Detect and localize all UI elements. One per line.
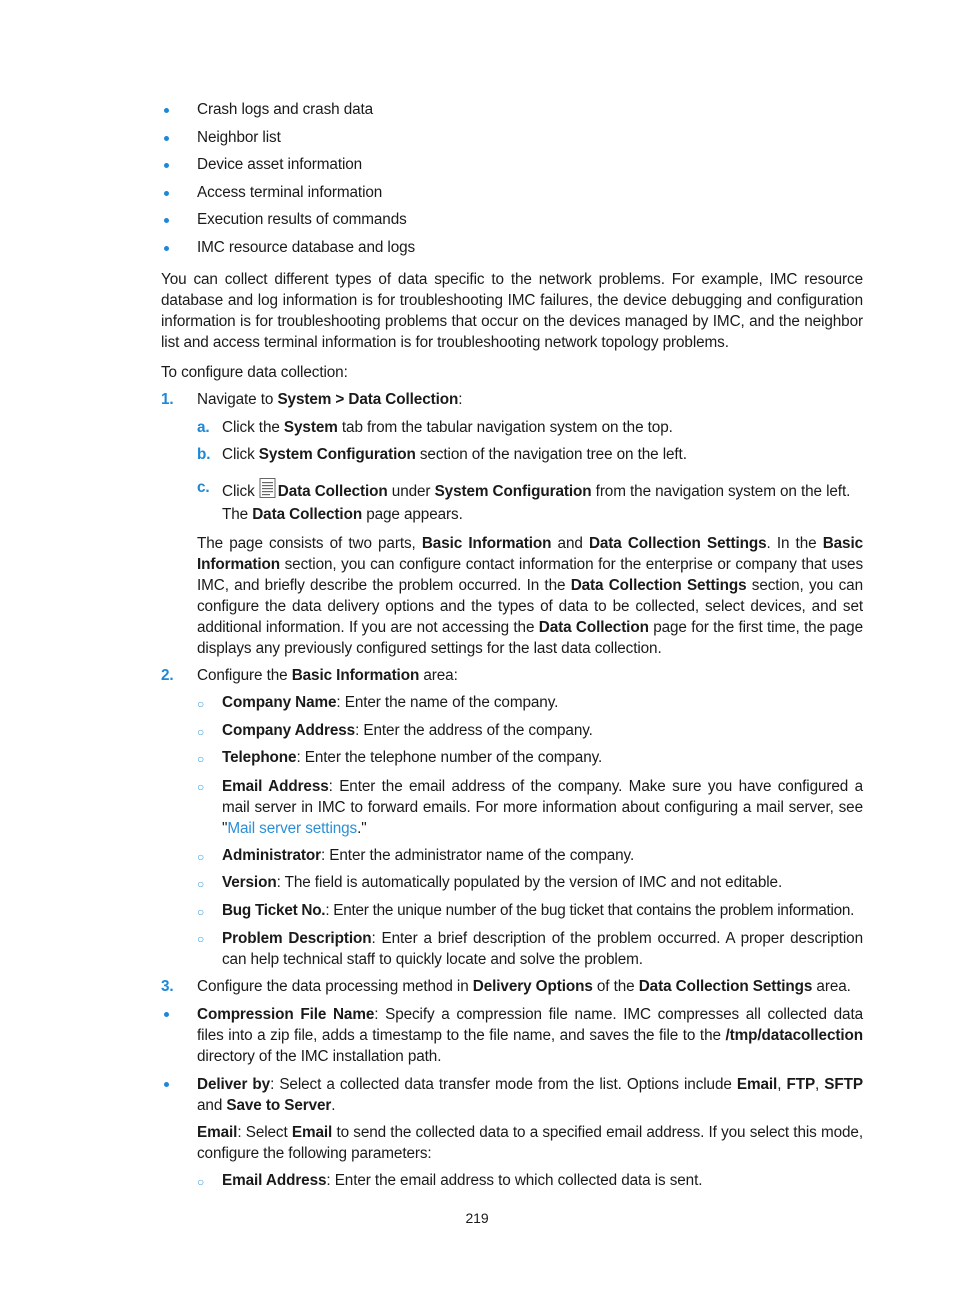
field-item <box>222 1171 702 1191</box>
text: The page consists of two parts, <box>197 535 422 552</box>
text: directory of the IMC installation path. <box>197 1048 442 1065</box>
text: area. <box>812 978 851 995</box>
field-item <box>222 693 558 713</box>
step3-text <box>197 977 851 997</box>
text: . In the <box>766 535 823 552</box>
page-appears-text <box>222 505 463 525</box>
text: section, you can configure the data delivery options and the types of data to be collected, select devices, and set additional information. If you are not accessing the <box>197 577 863 636</box>
text: Click <box>222 446 259 463</box>
substep-b-text <box>222 445 687 465</box>
field-name: Email Address <box>222 778 329 795</box>
bullet-dot <box>164 1082 169 1087</box>
text: under <box>387 483 435 500</box>
text: Navigate to <box>197 391 278 408</box>
text: and <box>551 535 589 552</box>
text: tab from the tabular navigation system on the top. <box>337 419 673 436</box>
text: . <box>331 1097 336 1114</box>
bullet-dot <box>164 163 169 168</box>
ui-term: Data Collection <box>538 619 649 636</box>
path: /tmp/datacollection <box>725 1027 863 1044</box>
text: The <box>222 506 253 523</box>
circle-bullet-icon: ○ <box>197 780 205 794</box>
bullet-dot <box>164 1012 169 1017</box>
ui-term: Data Collection <box>252 506 363 523</box>
text: page for the first time, the page displays any previously configured settings for the last data collection. <box>197 619 863 657</box>
ui-term: Data Collection Settings <box>570 577 747 594</box>
option: SFTP <box>824 1076 863 1093</box>
ui-term: Basic Information <box>197 535 864 573</box>
circle-bullet-icon: ○ <box>197 905 205 919</box>
circle-bullet-icon: ○ <box>197 877 205 891</box>
field-item <box>222 721 593 741</box>
text: area: <box>419 667 458 684</box>
step2-text <box>197 666 458 686</box>
bullet-dot <box>164 218 169 223</box>
deliver-paragraph <box>197 1074 863 1116</box>
text: , <box>815 1076 825 1093</box>
field-name: Telephone <box>222 749 297 766</box>
list-item: Access terminal information <box>197 184 383 201</box>
field-item <box>222 846 634 866</box>
ui-term: Data Collection Settings <box>588 535 767 552</box>
text: : Enter the telephone number of the company. <box>296 749 603 766</box>
option: Email <box>197 1124 238 1141</box>
field-item <box>222 748 602 768</box>
option: Email <box>736 1076 778 1093</box>
step-number: 3. <box>161 978 174 995</box>
circle-bullet-icon: ○ <box>197 697 205 711</box>
text: : Enter the administrator name of the company. <box>321 847 635 864</box>
list-item: Execution results of commands <box>197 211 407 228</box>
ui-term: Data Collection <box>277 483 388 500</box>
field-name: Bug Ticket No. <box>222 902 326 919</box>
bullet-dot <box>164 136 169 141</box>
text: section of the navigation tree on the left. <box>415 446 687 463</box>
field-name: Compression File Name <box>197 1006 375 1023</box>
text: : Enter a brief description of the problem occurred. A proper description can help technical staff to quickly locate and solve the problem. <box>222 930 863 968</box>
list-item: IMC resource database and logs <box>197 239 416 256</box>
menu-path: System > Data Collection <box>277 391 459 408</box>
field-name: Email Address <box>222 1172 327 1189</box>
bullet-dot <box>164 246 169 251</box>
text: ." <box>357 820 367 837</box>
mail-server-settings-link[interactable]: Mail server settings <box>227 820 358 837</box>
ui-term: Delivery Options <box>472 978 593 995</box>
circle-bullet-icon: ○ <box>197 850 205 864</box>
ui-term: Basic Information <box>291 667 420 684</box>
ui-term: Data Collection Settings <box>638 978 813 995</box>
substep-letter: a. <box>197 419 210 436</box>
document-list-icon <box>259 478 276 504</box>
field-name: Problem Description <box>222 930 372 947</box>
ui-term: System <box>283 419 338 436</box>
step1-text <box>197 390 462 410</box>
email-mode-paragraph <box>197 1122 863 1164</box>
field-name: Deliver by <box>197 1076 271 1093</box>
text: Configure the data processing method in <box>197 978 473 995</box>
text: : Select a collected data transfer mode from the list. Options include <box>270 1076 737 1093</box>
text: Click <box>222 483 259 500</box>
text: and <box>197 1097 227 1114</box>
circle-bullet-icon: ○ <box>197 752 205 766</box>
option: Email <box>291 1124 333 1141</box>
field-name: Administrator <box>222 847 321 864</box>
compression-paragraph <box>197 1004 863 1067</box>
text: page appears. <box>362 506 463 523</box>
intro-paragraph: You can collect different types of data specific to the network problems. For example, IMC resource database and log information is for troubleshooting IMC failures, the device debugging and configuration information is for troubleshooting problems that occur on the devices managed by IMC, and the neighbor list and access terminal information is for troubleshooting network topology problems. <box>161 271 863 351</box>
circle-bullet-icon: ○ <box>197 932 205 946</box>
ui-term: Basic Information <box>421 535 552 552</box>
text: : Enter the email address to which collected data is sent. <box>326 1172 703 1189</box>
ui-term: System Configuration <box>434 483 592 500</box>
substep-c-text <box>222 478 850 504</box>
page-parts-paragraph <box>197 533 863 659</box>
text: Click the <box>222 419 284 436</box>
field-name: Company Address <box>222 722 356 739</box>
field-item <box>222 901 854 921</box>
ui-term: System Configuration <box>258 446 416 463</box>
substep-a-text <box>222 418 673 438</box>
field-name: Company Name <box>222 694 337 711</box>
bullet-dot <box>164 191 169 196</box>
text: : Enter the email address of the company. Make sure you have configured a mail server in IMC to forward emails. For more information about configuring a mail server, see " <box>222 778 863 837</box>
step-number: 1. <box>161 391 174 408</box>
option: Save to Server <box>226 1097 332 1114</box>
field-item <box>222 928 863 970</box>
text: from the navigation system on the left. <box>591 483 851 500</box>
substep-letter: c. <box>197 479 210 496</box>
text: Configure the <box>197 667 292 684</box>
field-name: Version <box>222 874 277 891</box>
field-item <box>222 873 782 893</box>
text: : Enter the address of the company. <box>355 722 593 739</box>
step-number: 2. <box>161 667 174 684</box>
text: section, you can configure contact information for the enterprise or company that uses IMC, and briefly describe the problem occurred. In the <box>197 556 863 594</box>
list-item: Crash logs and crash data <box>197 101 374 118</box>
circle-bullet-icon: ○ <box>197 1175 205 1189</box>
text: : The field is automatically populated by the version of IMC and not editable. <box>276 874 783 891</box>
text: : Enter the name of the company. <box>336 694 559 711</box>
field-item <box>222 776 863 839</box>
text: of the <box>592 978 639 995</box>
page-number: 219 <box>465 1210 489 1226</box>
list-item: Device asset information <box>197 156 363 173</box>
text: : Enter the unique number of the bug ticket that contains the problem information. <box>325 902 855 919</box>
circle-bullet-icon: ○ <box>197 725 205 739</box>
text: to send the collected data to a specified email address. If you select this mode, configure the following parameters: <box>197 1124 863 1162</box>
text: : Select <box>237 1124 292 1141</box>
text: : Specify a compression file name. IMC compresses all collected data files into a zip file, adds a timestamp to the file name, and saves the file to the <box>197 1006 863 1044</box>
text: : <box>458 391 463 408</box>
text: , <box>777 1076 787 1093</box>
option: FTP <box>786 1076 816 1093</box>
bullet-dot <box>164 108 169 113</box>
configure-heading: To configure data collection: <box>161 364 348 381</box>
substep-letter: b. <box>197 446 211 463</box>
list-item: Neighbor list <box>197 129 281 146</box>
